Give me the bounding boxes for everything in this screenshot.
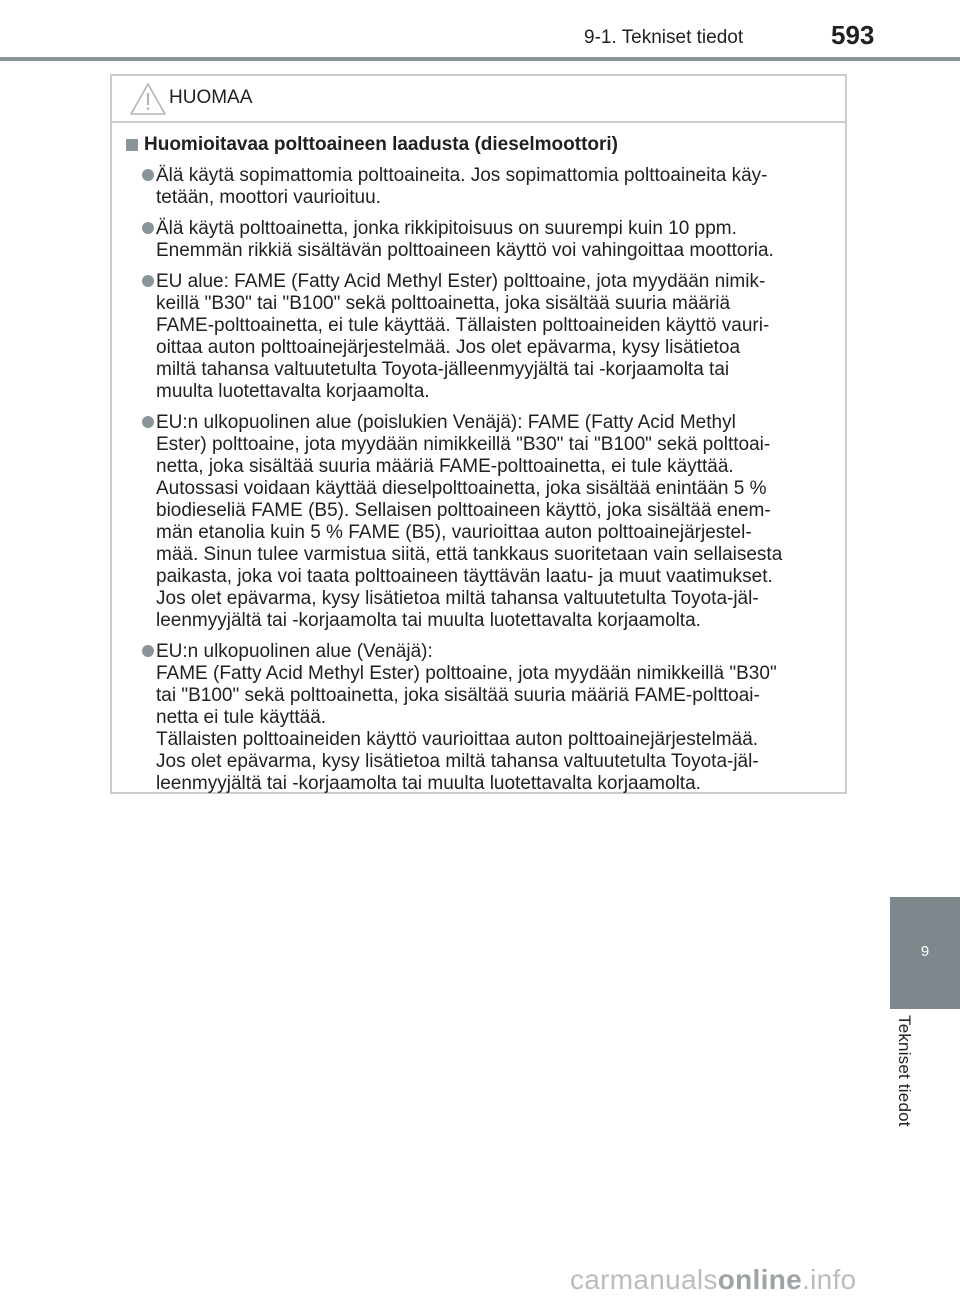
section-title: 9-1. Tekniset tiedot	[584, 27, 744, 48]
bullet-icon	[142, 275, 154, 287]
chapter-number: 9	[920, 943, 930, 960]
watermark-part: .info	[801, 1264, 857, 1295]
watermark-part: online	[717, 1264, 802, 1295]
list-item-text: EU alue: FAME (Fatty Acid Methyl Ester) polttoaine, jota myydään nimik- keillä "B30" tai "B100" sekä polttoainetta, joka sisältää suuria määriä FAME-polttoainetta, ei tule käyttää. Tällaisten polttoaineiden käyttö vauri- oittaa auton polttoainejärjestelmää. Jos olet epävarma, kysy lisätietoa miltä tahansa valtuutetulta Toyota-jälleenmyyjältä tai -korjaamolta tai muulta luotettavalta korjaamolta.	[156, 271, 770, 402]
square-bullet-icon	[126, 139, 138, 151]
list-item	[126, 641, 842, 795]
notice-box	[110, 74, 847, 794]
section-heading	[126, 134, 842, 156]
notice-content	[126, 134, 842, 795]
header-divider	[0, 57, 960, 61]
chapter-title: Tekniset tiedot	[895, 1015, 914, 1127]
chapter-title-vertical	[894, 1015, 924, 1147]
list-item	[126, 412, 842, 632]
list-item	[126, 218, 842, 262]
bullet-icon	[142, 222, 154, 234]
notice-header	[112, 76, 845, 123]
watermark	[570, 1264, 856, 1296]
list-item-text: EU:n ulkopuolinen alue (Venäjä): FAME (Fatty Acid Methyl Ester) polttoaine, jota myydään nimikkeillä "B30" tai "B100" sekä polttoainetta, joka sisältää suuria määriä FAME-polttoai- netta ei tule käyttää. Tällaisten polttoaineiden käyttö vaurioittaa auton polttoainejärjestelmää. Jos olet epävarma, kysy lisätietoa miltä tahansa valtuutetulta Toyota-jäl- leenmyyjältä tai -korjaamolta tai muulta luotettavalta korjaamolta.	[156, 641, 777, 794]
list-item-text: Älä käytä sopimattomia polttoaineita. Jos sopimattomia polttoaineita käy- tetään, moottori vaurioituu.	[156, 165, 768, 208]
notice-title: HUOMAA	[169, 87, 253, 108]
list-item	[126, 271, 842, 403]
page-number: 593	[831, 20, 875, 50]
bullet-icon	[142, 169, 154, 181]
list-item-text: Älä käytä polttoainetta, jonka rikkipitoisuus on suurempi kuin 10 ppm. Enemmän rikkiä sisältävän polttoaineen käyttö voi vahingoittaa moottoria.	[156, 218, 774, 261]
section-heading-text: Huomioitavaa polttoaineen laadusta (dieselmoottori)	[144, 134, 619, 155]
warning-triangle-icon	[129, 82, 167, 116]
bullet-icon	[142, 416, 154, 428]
watermark-part: carmanuals	[570, 1264, 718, 1295]
bullet-icon	[142, 645, 154, 657]
list-item	[126, 165, 842, 209]
chapter-tab	[890, 897, 960, 1009]
list-item-text: EU:n ulkopuolinen alue (poislukien Venäjä): FAME (Fatty Acid Methyl Ester) polttoaine, jota myydään nimikkeillä "B30" tai "B100" sekä polttoai- netta, joka sisältää suuria määriä FAME-polttoainetta, ei tule käyttää. Autossasi voidaan käyttää dieselpolttoainetta, joka sisältää enintään 5 % biodieseliä FAME (B5). Sellaisen polttoaineen käyttö, joka sisältää enem- män etanolia kuin 5 % FAME (B5), vaurioittaa auton polttoainejärjestel- mää. Sinun tulee varmistua siitä, että tankkaus suoritetaan vain sellaisesta paikasta, joka voi taata polttoaineen täyttävän laatu- ja muut vaatimukset. Jos olet epävarma, kysy lisätietoa miltä tahansa valtuutetulta Toyota-jäl- leenmyyjältä tai -korjaamolta tai muulta luotettavalta korjaamolta.	[156, 412, 783, 631]
